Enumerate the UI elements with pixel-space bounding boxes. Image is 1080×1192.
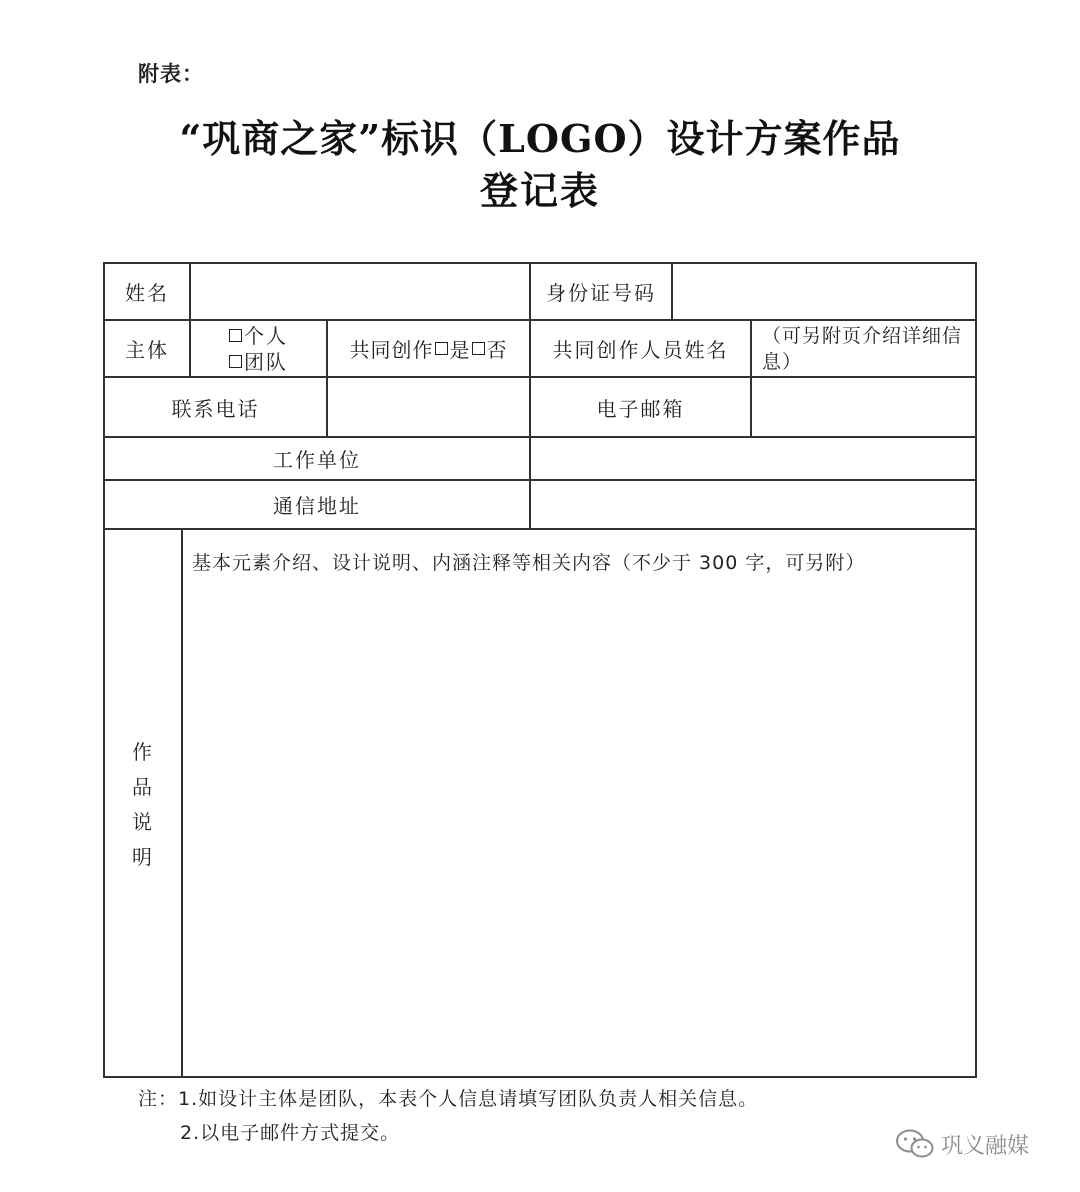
option-team[interactable] bbox=[229, 349, 288, 375]
option-team-label: 团队 bbox=[244, 349, 288, 374]
note-line-2: 2.以电子邮件方式提交。 bbox=[180, 1122, 401, 1144]
option-yes-label: 是 bbox=[449, 338, 471, 362]
work-desc-char: 明 bbox=[132, 845, 154, 869]
id-number-label: 身份证号码 bbox=[546, 281, 656, 305]
subject-label: 主体 bbox=[125, 338, 169, 362]
checkbox-no[interactable] bbox=[472, 342, 485, 355]
wechat-icon bbox=[895, 1128, 935, 1160]
name-field[interactable] bbox=[191, 264, 529, 319]
work-desc-char: 品 bbox=[132, 775, 154, 799]
watermark bbox=[895, 1128, 1029, 1160]
co-creators-label: 共同创作人员姓名 bbox=[552, 338, 729, 362]
note-line-1: 注：1.如设计主体是团队，本表个人信息请填写团队负责人相关信息。 bbox=[138, 1088, 759, 1110]
notes bbox=[138, 1082, 758, 1150]
name-label: 姓名 bbox=[125, 281, 169, 305]
co-create-label: 共同创作 bbox=[349, 338, 434, 362]
work-desc-char: 作 bbox=[132, 740, 154, 764]
option-individual[interactable] bbox=[229, 323, 288, 349]
table-border-bottom bbox=[103, 1076, 977, 1078]
subject-options bbox=[191, 321, 326, 376]
form-title: “巩商之家”标识（LOGO）设计方案作品 bbox=[179, 116, 901, 161]
watermark-text: 巩义融媒 bbox=[941, 1133, 1030, 1159]
employer-field[interactable] bbox=[531, 438, 975, 479]
address-label: 通信地址 bbox=[273, 494, 361, 518]
attachment-label: 附表： bbox=[138, 62, 204, 86]
form-subtitle: 登记表 bbox=[479, 168, 600, 213]
phone-label: 联系电话 bbox=[171, 396, 260, 421]
option-no-label: 否 bbox=[486, 338, 508, 362]
address-field[interactable] bbox=[531, 481, 975, 528]
email-label: 电子邮箱 bbox=[596, 396, 685, 421]
table-border-right bbox=[975, 262, 977, 1078]
work-desc-char: 说 bbox=[132, 810, 154, 834]
email-field[interactable] bbox=[752, 378, 975, 436]
employer-label: 工作单位 bbox=[273, 448, 361, 472]
co-creators-field[interactable] bbox=[752, 321, 975, 376]
co-create-cell bbox=[328, 321, 529, 376]
co-creators-hint: （可另附页介绍详细信息） bbox=[762, 324, 963, 373]
phone-field[interactable] bbox=[328, 378, 529, 436]
id-number-field[interactable] bbox=[673, 264, 975, 319]
work-description-field[interactable] bbox=[183, 530, 975, 1076]
checkbox-individual[interactable] bbox=[229, 329, 242, 342]
option-individual-label: 个人 bbox=[244, 323, 288, 348]
work-description-hint: 基本元素介绍、设计说明、内涵注释等相关内容（不少于 300 字，可另附） bbox=[192, 552, 866, 574]
checkbox-yes[interactable] bbox=[435, 342, 448, 355]
work-description-label bbox=[105, 530, 181, 1076]
checkbox-team[interactable] bbox=[229, 355, 242, 368]
